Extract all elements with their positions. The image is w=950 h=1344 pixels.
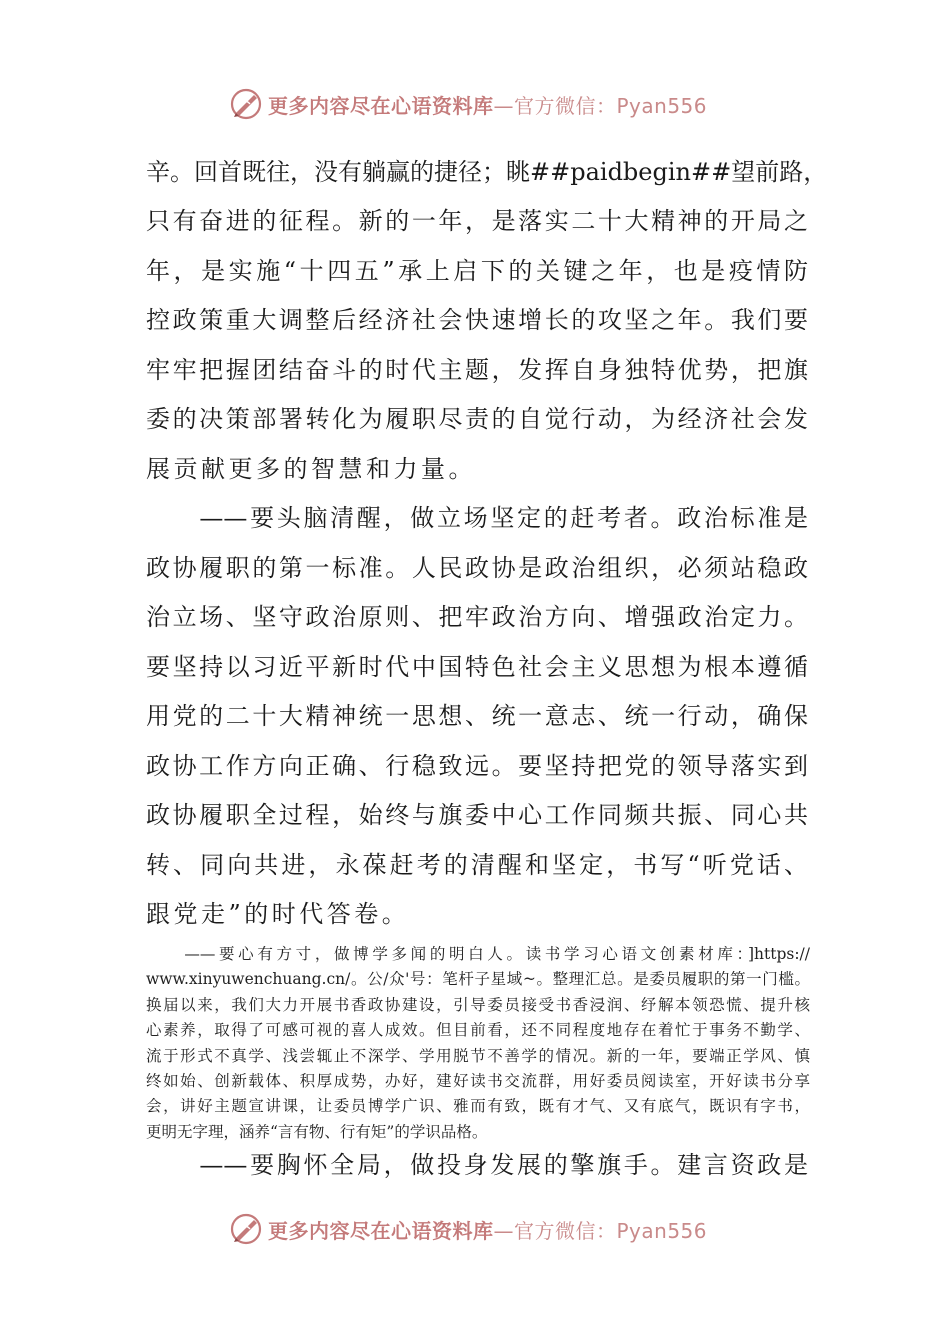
header-banner — [228, 84, 748, 124]
footer-banner — [228, 1209, 748, 1249]
body-line: 转、同向共进，永葆赶考的清醒和坚定，书写“听党话、 — [146, 851, 808, 879]
body-line: 政协履职的第一标准。人民政协是政治组织，必须站稳政 — [146, 554, 808, 582]
body-line: 年，是实施“十四五”承上启下的关键之年，也是疫情防 — [146, 257, 808, 285]
body-line: 委的决策部署转化为履职尽责的自觉行动，为经济社会发 — [146, 405, 808, 433]
pen-logo-icon — [228, 1211, 264, 1247]
pen-logo-icon — [228, 86, 264, 122]
banner-contact: —官方微信：Pyan556 — [493, 93, 708, 118]
banner-contact: —官方微信：Pyan556 — [493, 1218, 708, 1243]
banner-brand: 更多内容尽在心语资料库 — [268, 1218, 494, 1243]
closing-line: ——要胸怀全局，做投身发展的擎旗手。建言资政是 — [146, 1151, 808, 1179]
inserted-paragraph — [146, 942, 810, 1145]
body-line: 治立场、坚守政治原则、把牢政治方向、增强政治定力。 — [146, 603, 808, 631]
body-line: 辛。回首既往，没有躺赢的捷径；眺##paidbegin##望前路， — [146, 158, 828, 186]
body-line: 要坚持以习近平新时代中国特色社会主义思想为根本遵循 — [146, 653, 808, 681]
body-line: 牢牢把握团结奋斗的时代主题，发挥自身独特优势，把旗 — [146, 356, 808, 384]
inserted-line: www.xinyuwenchuang.cn/。公/众'号：笔杆子星域~。整理汇总。是委员履职的第一门槛。 — [146, 970, 810, 989]
inserted-line: 更明无字理，涵养“言有物、行有矩”的学识品格。 — [146, 1122, 488, 1141]
body-line: 政协工作方向正确、行稳致远。要坚持把党的领导落实到 — [146, 752, 808, 780]
banner-brand: 更多内容尽在心语资料库 — [268, 93, 494, 118]
inserted-line: 会，讲好主题宣讲课，让委员博学广识、雅而有致，既有才气、又有底气，既识有字书， — [146, 1097, 810, 1116]
inserted-line: ——要心有方寸，做博学多闻的明白人。读书学习心语文创素材库：]https:// — [146, 945, 810, 963]
body-line: 政协履职全过程，始终与旗委中心工作同频共振、同心共 — [146, 801, 808, 829]
body-line: ——要头脑清醒，做立场坚定的赶考者。政治标准是 — [146, 504, 808, 532]
inserted-line: 心素养，取得了可感可视的喜人成效。但目前看，还不同程度地存在着忙于事务不勤学、 — [146, 1021, 810, 1040]
body-line: 控政策重大调整后经济社会快速增长的攻坚之年。我们要 — [146, 306, 808, 334]
inserted-line: 终如始、创新载体、积厚成势，办好，建好读书交流群，用好委员阅读室，开好读书分享 — [146, 1071, 810, 1090]
inserted-line: 换届以来，我们大力开展书香政协建设，引导委员接受书香浸润、纾解本领恐慌、提升核 — [146, 995, 810, 1014]
body-line: 只有奋进的征程。新的一年，是落实二十大精神的开局之 — [146, 207, 808, 235]
body-line: 用党的二十大精神统一思想、统一意志、统一行动，确保 — [146, 702, 808, 730]
inserted-line: 流于形式不真学、浅尝辄止不深学、学用脱节不善学的情况。新的一年，要端正学风、慎 — [146, 1046, 810, 1065]
body-line: 展贡献更多的智慧和力量。 — [146, 455, 476, 483]
body-line: 跟党走”的时代答卷。 — [146, 900, 410, 928]
